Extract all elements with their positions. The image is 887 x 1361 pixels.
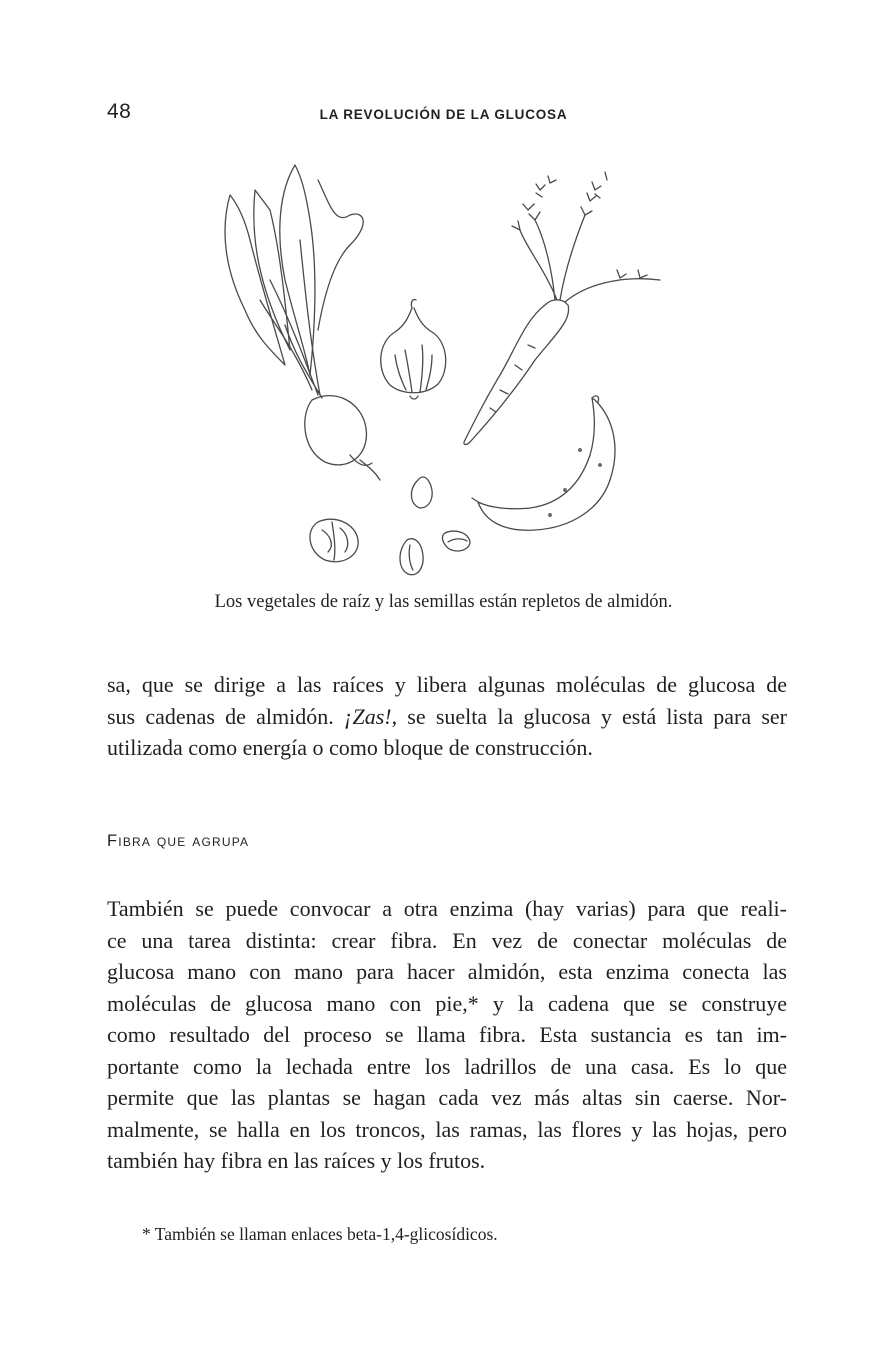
paragraph-line xyxy=(107,701,787,733)
paragraph-line: ce una tarea distinta: crear fibra. En vez de conectar moléculas de xyxy=(107,927,787,953)
paragraph-line: utilizada como energía o como bloque de construcción. xyxy=(107,735,593,760)
onion-drawing xyxy=(381,299,446,399)
paragraph-line: malmente, se halla en los troncos, las ramas, las flores y las hojas, pero xyxy=(107,1116,787,1142)
paragraph-line: permite que las plantas se hagan cada vez más altas sin caerse. Nor- xyxy=(107,1085,787,1110)
page-number: 48 xyxy=(107,100,132,123)
body-paragraph-1 xyxy=(107,669,787,764)
seed-drawing xyxy=(442,531,470,551)
vegetables-illustration xyxy=(200,150,700,585)
figure-caption: Los vegetales de raíz y las semillas están repletos de almidón. xyxy=(214,592,673,612)
paragraph-line: También se puede convocar a otra enzima (hay varias) para que reali- xyxy=(107,896,787,921)
paragraph-line: sa, que se dirige a las raíces y libera algunas moléculas de glucosa de xyxy=(107,672,787,697)
almond-drawing xyxy=(400,477,432,575)
line-text: , se suelta la glucosa y está lista para ser xyxy=(391,703,788,729)
paragraph-line: también hay fibra en las raíces y los frutos. xyxy=(107,1148,486,1173)
paragraph-line: portante como la lechada entre los ladrillos de una casa. Es lo que xyxy=(107,1053,787,1079)
emphasis-text: ¡Zas! xyxy=(343,703,392,729)
running-head: LA REVOLUCIÓN DE LA GLUCOSA xyxy=(319,107,568,122)
carrot-drawing xyxy=(464,172,660,444)
footnote: * También se llaman enlaces beta-1,4-glicosídicos. xyxy=(142,1224,498,1244)
paragraph-line: glucosa mano con mano para hacer almidón, esta enzima conecta las xyxy=(107,959,787,984)
paragraph-line: como resultado del proceso se llama fibra. Esta sustancia es tan im- xyxy=(107,1022,787,1047)
section-heading: Fibra que agrupa xyxy=(107,832,250,850)
walnut-drawing xyxy=(310,519,358,562)
paragraph-line: moléculas de glucosa mano con pie,* y la cadena que se construye xyxy=(107,990,787,1016)
body-paragraph-2 xyxy=(107,893,787,1177)
beet-drawing xyxy=(225,165,380,480)
line-text: sus cadenas de almidón. xyxy=(107,703,344,729)
